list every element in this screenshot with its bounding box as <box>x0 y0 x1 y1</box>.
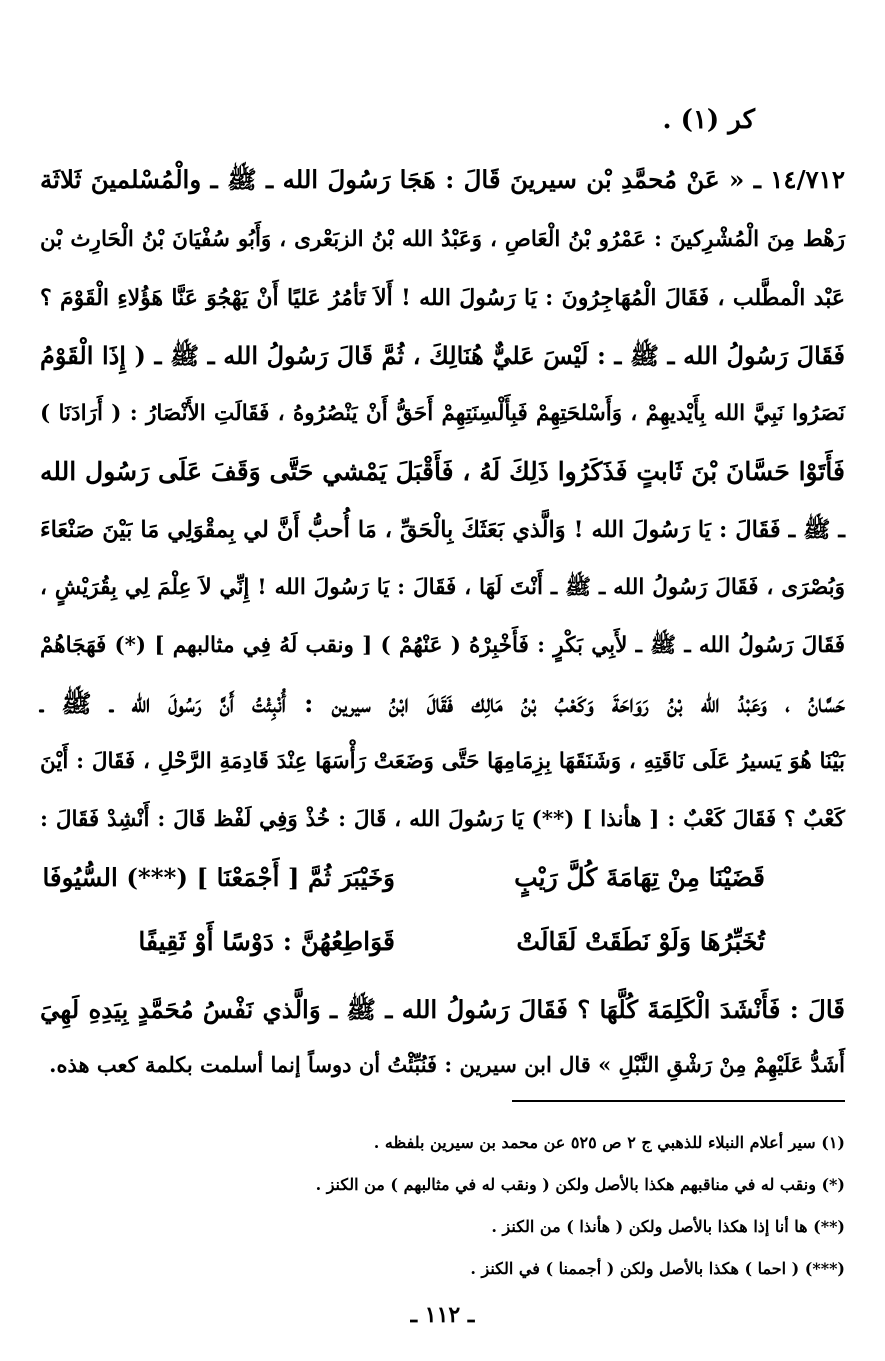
footnote-4: (***) ( احما ) هكذا بالأصل ولكن ( أجممنا ) في الكنز . <box>470 1259 845 1278</box>
body-line-6: فَأَتَوْا حَسَّانَ بْنَ ثَابتٍ فَذَكَرُوا ذَلِكَ لَهُ ، فَأَقْبَلَ يَمْشي حَتَّى وَقَفَ عَلَى رَسُول الله <box>40 457 845 486</box>
body-line-10: حَسَّانُ ، وَعَبْدُ الله بْنُ رَوَاحَةَ وَكَعْبُ بْنُ مَالِك فَقَالَ ابْنُ سيرين : أُنْبِئْتُ أَنَّ رَسُولَ الله ـ ﷺ ـ <box>40 689 845 718</box>
body-line-5: نَصَرُوا نَبِيَّ الله بِأَيْديهِمْ ، وَأَسْلحَتِهِمْ فَبِأَلْسِنَتِهِمْ أَحَقُّ أَنْ يَنْصُرُوهُ ، فَقَالَتِ الأَنْصَارُ : ( أَرَادَنَا ) <box>40 401 845 426</box>
verse-1-second-hemistich: وَخَيْبَرَ ثُمَّ [ أَجْمَعْنَا ] (***) السُّيُوفَا <box>42 863 395 892</box>
closing-line-1: قَالَ : فَأَنْشَدَ الْكَلِمَةَ كُلَّهَا ؟ فَقَالَ رَسُولُ الله ـ ﷺ ـ وَالَّذي نَفْسُ مُحَمَّدٍ بِيَدِهِ لَهِيَ <box>40 995 845 1024</box>
body-line-11: بَيْنَا هُوَ يَسيرُ عَلَى نَاقَتِهِ ، وَشَنَقَهَا بِزِمَامِهَا حَتَّى وَضَعَتْ رَأْسَهَا عِنْدَ قَادِمَةِ الرَّحْلِ ، فَقَالَ : أَيْنَ <box>40 749 845 774</box>
body-line-1: ١٤/٧١٢ ـ « عَنْ مُحمَّدِ بْن سيرينَ قَالَ : هَجَا رَسُولَ الله ـ ﷺ ـ والْمُسْلمينَ ثَلاثَة <box>40 165 845 194</box>
body-line-4: فَقَالَ رَسُولُ الله ـ ﷺ ـ : لَيْسَ عَليٌّ هُنَالِكَ ، ثُمَّ قَالَ رَسُولُ الله ـ ﷺ ـ ( إِذَا الْقَوْمُ <box>40 341 845 370</box>
body-line-9: فَقَالَ رَسُولُ الله ـ ﷺ ـ لأَبِي بَكْرٍ : فَأَخْبِرْهُ ( عَنْهُمْ ) [ ونقب لَهُ فِي مثالبهم ] (*) فَهَجَاهُمْ <box>40 633 845 658</box>
footnote-3: (**) ها أنا إذا هكذا بالأصل ولكن ( هأنذا ) من الكنز . <box>491 1217 845 1236</box>
body-line-12: كَعْبٌ ؟ فَقَالَ كَعْبٌ : [ هأنذا ] (**) يَا رَسُولَ الله ، قَالَ : خُذْ وَفِي لَفْظ قَالَ : أَنْشِدْ فَقَالَ : <box>40 807 845 832</box>
footnote-2: (*) ونقب له في مناقبهم هكذا بالأصل ولكن ( ونقب له في مثالبهم ) من الكنز . <box>315 1175 845 1194</box>
closing-line-2: أَشَدُّ عَلَيْهِمْ مِنْ رَشْقِ النَّبْلِ » قال ابن سيرين : فَنُبِّئْتُ أن دوساً إنما أسلمت بكلمة كعب هذه. <box>49 1052 845 1077</box>
verse-1-first-hemistich: قَضَيْنَا مِنْ تِهَامَةَ كُلَّ رَيْبٍ <box>514 863 765 892</box>
body-line-2: رَهْط مِنَ الْمُشْرِكينَ : عَمْرُو بْنُ الْعَاصِ ، وَعَبْدُ الله بْنُ الزبَعْرى ، وَأَبُو سُفْيَانَ بْنُ الْحَارِث بْن <box>40 227 845 252</box>
verse-2-second-hemistich: قَوَاطِعُهُنَّ : دَوْسًا أَوْ ثَقِيفًا <box>138 927 395 956</box>
body-line-7: ـ ﷺ ـ فَقَالَ : يَا رَسُولَ الله ! وَالَّذي بَعَثَكَ بِالْحَقِّ ، مَا أُحبُّ أَنَّ لي بِمقْوَلِي مَا بَيْنَ صَنْعَاءَ <box>40 517 845 543</box>
footnote-1: (١) سير أعلام النبلاء للذهبي ج ٢ ص ٥٢٥ عن محمد بن سيرين بلفظه . <box>373 1133 845 1152</box>
footnote-separator <box>512 1100 845 1102</box>
body-line-8: وَبُصْرَى ، فَقَالَ رَسُولُ الله ـ ﷺ ـ أَنْتَ لَهَا ، فَقَالَ : يَا رَسُولَ الله ! إِنِّي لاَ عِلْمَ لِي بِقُرَيْشٍ ، <box>40 575 845 600</box>
page-number: ـ ١١٢ ـ <box>410 1302 475 1328</box>
verse-2-first-hemistich: تُخَبِّرُهَا وَلَوْ نَطَقَتْ لَقَالَتْ <box>516 927 765 956</box>
continuation-line: كر (١) . <box>662 105 755 135</box>
body-line-3: عَبْد الْمطَّلب ، فَقَالَ الْمُهَاجِرُونَ : يَا رَسُولَ الله ! أَلاَ تَأمُرُ عَليًا أَنْ يَهْجُوَ عَنَّا هَؤُلاءِ الْقَوْمَ ؟ <box>40 285 845 311</box>
